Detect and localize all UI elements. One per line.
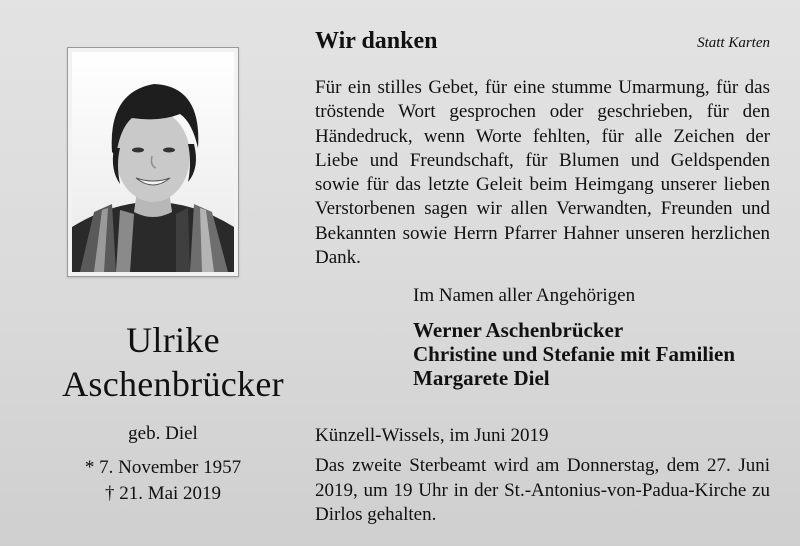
death-date: † 21. Mai 2019 xyxy=(104,483,222,504)
place-date: Künzell-Wissels, im Juni 2019 xyxy=(315,425,549,446)
on-behalf-line: Im Namen aller Angehörigen xyxy=(413,285,636,306)
notice-heading: Wir danken xyxy=(315,28,438,54)
portrait-photo xyxy=(67,47,239,277)
deceased-first-name: Ulrike xyxy=(126,320,220,360)
thanks-paragraph: Für ein stilles Gebet, für eine stumme Umarmung, für das tröstende Wort gesprochen oder geschrieben, für den Händedruck, wenn Worte fehlten, für alle Zeichen der Liebe und Freundschaft, für Blumen und Geldspenden sowie für das letzte Geleit beim Heimgang unserer lieben Verstorbenen sagen wir allen Verwandten, Freunden und Bekannten sowie Herrn Pfarrer Hahner unseren herzlichen Dank. xyxy=(315,77,770,269)
born-name: geb. Diel xyxy=(128,423,198,444)
signer-name: Christine und Stefanie mit Familien xyxy=(413,342,736,366)
birth-date: * 7. November 1957 xyxy=(84,457,242,478)
signer-name: Werner Aschenbrücker xyxy=(413,318,624,342)
deceased-last-name: Aschenbrücker xyxy=(62,364,284,404)
statt-karten-label: Statt Karten xyxy=(697,35,770,51)
signer-name: Margarete Diel xyxy=(413,366,550,390)
signer-list xyxy=(413,318,735,390)
portrait-image xyxy=(72,52,234,272)
service-paragraph: Das zweite Sterbeamt wird am Donnerstag, dem 27. Juni 2019, um 19 Uhr in der St.-Antonius-von-Padua-Kirche zu Dirlos gehalten. xyxy=(315,455,770,525)
